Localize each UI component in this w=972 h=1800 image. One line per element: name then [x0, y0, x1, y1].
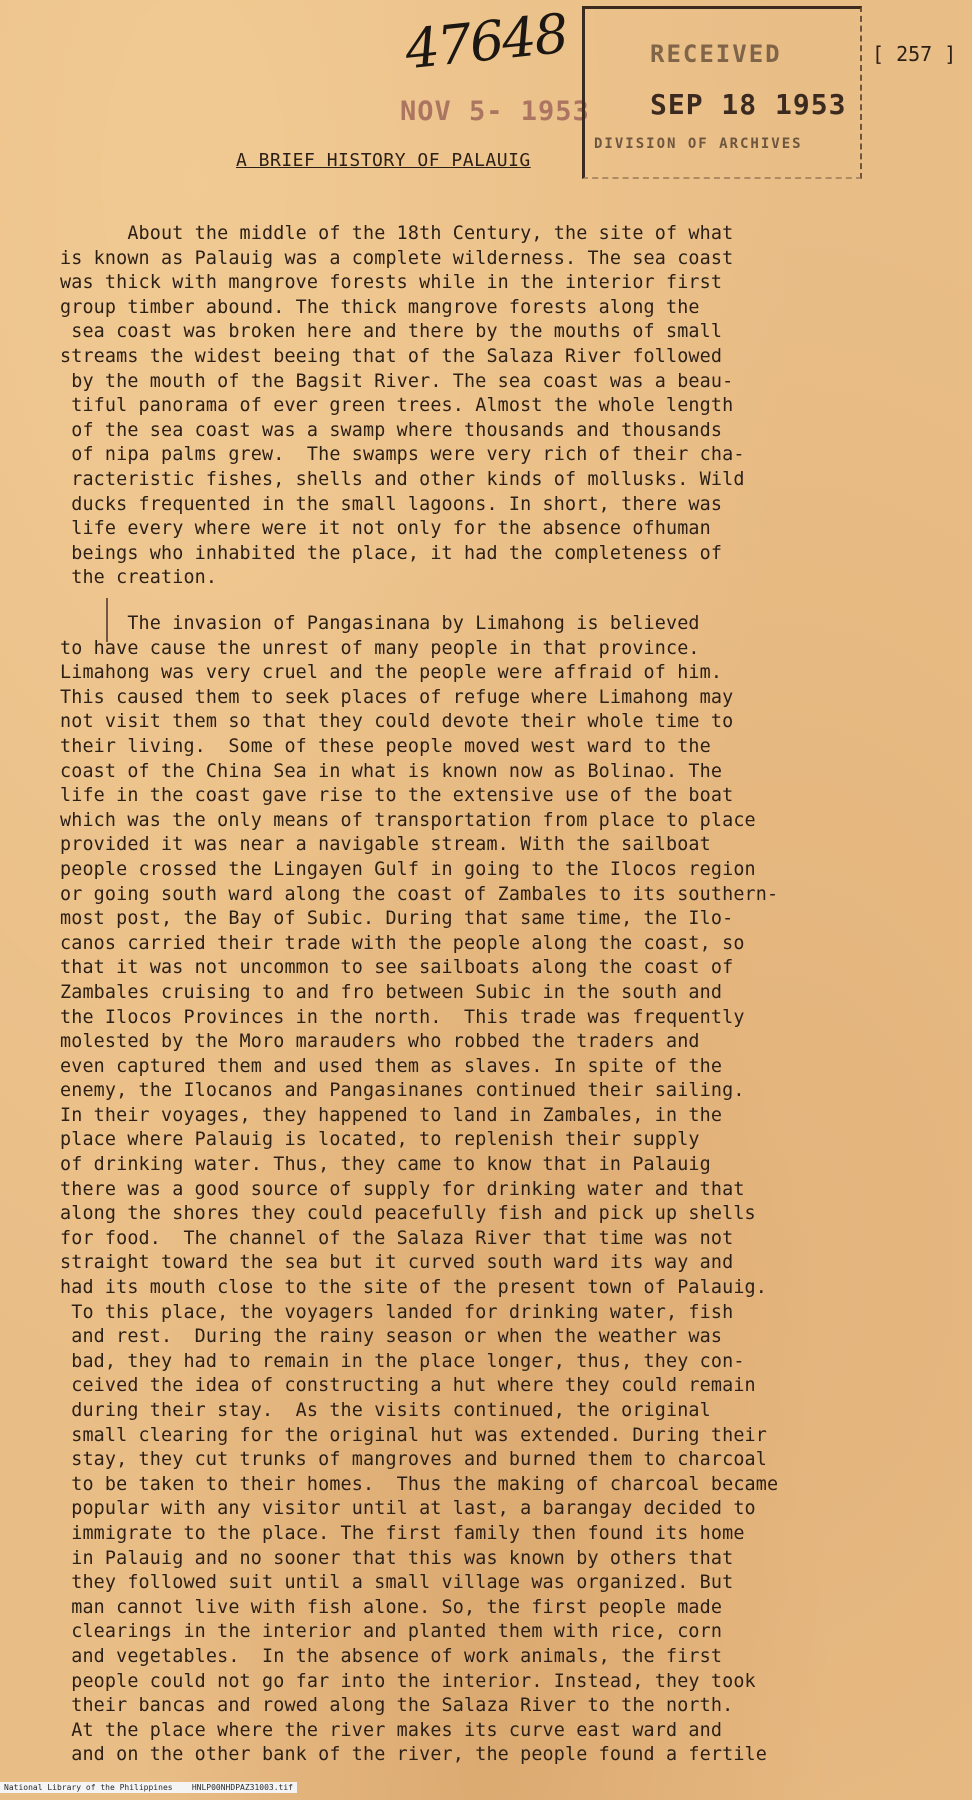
text-line: enemy, the Ilocanos and Pangasinanes continued their sailing. [60, 1080, 745, 1102]
text-line: which was the only means of transportation from place to place [60, 809, 756, 831]
text-line: of the sea coast was a swamp where thousands and thousands [60, 419, 723, 441]
text-line: In their voyages, they happened to land in Zambales, in the [60, 1104, 723, 1126]
text-line: sea coast was broken here and there by the mouths of small [60, 321, 723, 343]
text-line: man cannot live with fish alone. So, the first people made [60, 1596, 723, 1618]
text-line: to be taken to their homes. Thus the making of charcoal became [60, 1473, 779, 1495]
text-line: their living. Some of these people moved west ward to the [60, 735, 711, 757]
text-line: place where Palauig is located, to replenish their supply [60, 1129, 700, 1151]
text-line: At the place where the river makes its curve east ward and [60, 1719, 723, 1741]
text-line: to have cause the unrest of many people in that province. [60, 637, 700, 659]
text-line: straight toward the sea but it curved south ward its way and [60, 1252, 734, 1274]
text-line: people crossed the Lingayen Gulf in going to the Ilocos region [60, 858, 756, 880]
text-line: About the middle of the 18th Century, the site of what [60, 223, 734, 244]
text-line: during their stay. As the visits continued, the original [60, 1400, 711, 1421]
text-line: The invasion of Pangasinana by Limahong is believed [60, 613, 700, 634]
text-line: popular with any visitor until at last, a barangay decided to [60, 1498, 756, 1520]
text-line: for food. The channel of the Salaza River that time was not [60, 1227, 734, 1249]
text-line: Limahong was very cruel and the people were affraid of him. [60, 662, 723, 684]
text-line: ducks frequented in the small lagoons. In short, there was [60, 493, 723, 515]
archive-footer: National Library of the Philippines HNLP00NHDPAZ31003.tif [0, 1782, 297, 1793]
text-line: clearings in the interior and planted them with rice, corn [60, 1621, 723, 1643]
text-line: and rest. During the rainy season or when the weather was [60, 1326, 723, 1348]
text-line: of drinking water. Thus, they came to know that in Palauig [60, 1154, 711, 1176]
text-line: life in the coast gave rise to the extensive use of the boat [60, 785, 734, 807]
received-date-stamp: NOV 5- 1953 [400, 96, 590, 127]
text-line: their bancas and rowed along the Salaza River to the north. [60, 1695, 734, 1717]
text-line: ceived the idea of constructing a hut where they could remain [60, 1375, 756, 1397]
text-line: stay, they cut trunks of mangroves and burned them to charcoal [60, 1449, 767, 1471]
text-line: in Palauig and no sooner that this was known by others that [60, 1547, 734, 1569]
text-line: even captured them and used them as slaves. In spite of the [60, 1055, 723, 1077]
text-line: the Ilocos Provinces in the north. This trade was frequently [60, 1006, 745, 1028]
text-line: is known as Palauig was a complete wilderness. The sea coast [60, 247, 734, 269]
text-line: people could not go far into the interior. Instead, they took [60, 1670, 756, 1692]
text-line: racteristic fishes, shells and other kinds of mollusks. Wild [60, 468, 745, 490]
handwritten-accession-number: 47648 [402, 1, 570, 82]
text-line: This caused them to seek places of refuge where Limahong may [60, 686, 734, 708]
text-line: bad, they had to remain in the place longer, thus, they con- [60, 1350, 745, 1372]
text-line: along the shores they could peacefully fish and pick up shells [60, 1203, 756, 1225]
text-line: small clearing for the original hut was extended. During their [60, 1424, 767, 1446]
text-line: the creation. [60, 567, 218, 589]
text-line: group timber abound. The thick mangrove forests along the [60, 296, 700, 318]
text-line: there was a good source of supply for drinking water and that [60, 1178, 745, 1200]
text-line: Zambales cruising to and fro between Subic in the south and [60, 981, 723, 1003]
text-line: molested by the Moro marauders who robbed the traders and [60, 1031, 700, 1053]
text-line: immigrate to the place. The first family then found its home [60, 1522, 745, 1544]
text-line: was thick with mangrove forests while in the interior first [60, 272, 723, 294]
paragraph-2 [60, 612, 940, 1768]
archive-stamp-header: RECEIVED [650, 40, 782, 68]
text-line: or going south ward along the coast of Zambales to its southern- [60, 883, 779, 905]
document-title: A BRIEF HISTORY OF PALAUIG [236, 150, 531, 171]
text-line: provided it was near a navigable stream. With the sailboat [60, 834, 711, 856]
text-line: and on the other bank of the river, the people found a fertile [60, 1744, 767, 1766]
text-line: canos carried their trade with the people along the coast, so [60, 932, 745, 954]
paragraph-1 [60, 222, 940, 591]
text-line: had its mouth close to the site of the present town of Palauig. [60, 1277, 767, 1299]
text-line: of nipa palms grew. The swamps were very rich of their cha- [60, 444, 745, 466]
archive-stamp-date: SEP 18 1953 [650, 88, 847, 121]
text-line: life every where were it not only for the absence ofhuman [60, 518, 711, 540]
text-line: tiful panorama of ever green trees. Almost the whole length [60, 395, 734, 417]
text-line: that it was not uncommon to see sailboats along the coast of [60, 957, 734, 979]
text-line: streams the widest beeing that of the Salaza River followed [60, 345, 723, 367]
catalog-number: [ 257 ] [872, 42, 957, 66]
text-line: and vegetables. In the absence of work animals, the first [60, 1645, 723, 1667]
archive-stamp-division: DIVISION OF ARCHIVES [594, 136, 803, 152]
text-line: To this place, the voyagers landed for drinking water, fish [60, 1301, 734, 1323]
text-line: beings who inhabited the place, it had the completeness of [60, 542, 723, 564]
text-line: by the mouth of the Bagsit River. The sea coast was a beau- [60, 370, 734, 392]
text-line: not visit them so that they could devote their whole time to [60, 711, 734, 733]
text-line: they followed suit until a small village was organized. But [60, 1572, 734, 1594]
text-line: most post, the Bay of Subic. During that same time, the Ilo- [60, 908, 734, 930]
text-line: coast of the China Sea in what is known now as Bolinao. The [60, 760, 723, 782]
